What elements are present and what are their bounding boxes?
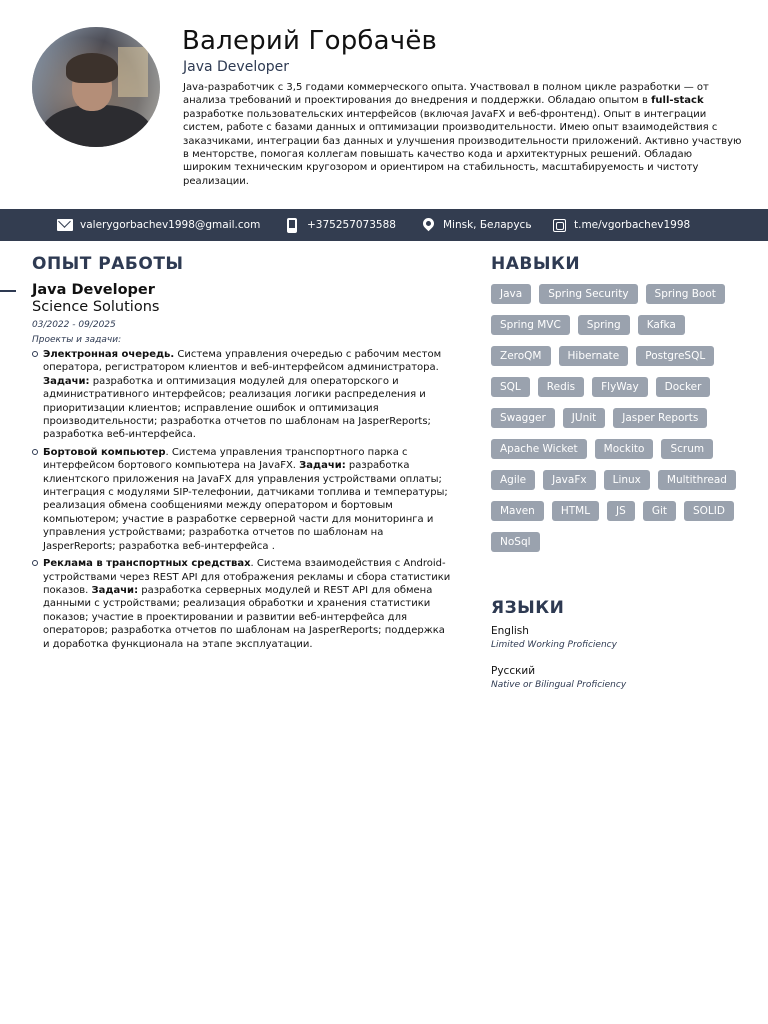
skill-tag: NoSql	[491, 532, 540, 552]
email-text[interactable]: valerygorbachev1998@gmail.com	[80, 219, 261, 231]
skills-heading: НАВЫКИ	[491, 254, 581, 274]
skill-tag: SQL	[491, 377, 530, 397]
contact-email[interactable]	[57, 209, 260, 241]
phone-icon	[287, 218, 297, 233]
projects-list	[32, 348, 452, 655]
skill-tag: Agile	[491, 470, 535, 490]
link-icon	[553, 219, 566, 232]
skill-tag: Scrum	[661, 439, 713, 459]
skill-tag: PostgreSQL	[636, 346, 714, 366]
language-level: Native or Bilingual Proficiency	[491, 680, 627, 690]
skill-tag: Redis	[538, 377, 584, 397]
skill-tag: Kafka	[638, 315, 685, 335]
bullet-icon	[32, 449, 38, 455]
skill-tag: SOLID	[684, 501, 734, 521]
telegram-text[interactable]: t.me/vgorbachev1998	[574, 219, 691, 231]
skill-tag: Mockito	[595, 439, 654, 459]
experience-heading: ОПЫТ РАБОТЫ	[32, 254, 184, 274]
language-level: Limited Working Proficiency	[491, 640, 617, 650]
skill-tag: Spring	[578, 315, 630, 335]
skill-tag: Spring Security	[539, 284, 637, 304]
job-dates: 03/2022 - 09/2025	[32, 320, 116, 330]
skill-tag: Java	[491, 284, 531, 304]
skill-tag: Git	[643, 501, 676, 521]
skill-tag: HTML	[552, 501, 599, 521]
avatar	[32, 27, 160, 147]
phone-text[interactable]: +375257073588	[307, 219, 396, 231]
skill-tag: Spring MVC	[491, 315, 570, 335]
skill-tag: FlyWay	[592, 377, 648, 397]
skill-tag: Hibernate	[559, 346, 629, 366]
job-title: Java Developer	[32, 282, 155, 298]
skill-tag: ZeroQM	[491, 346, 551, 366]
skill-tag: Jasper Reports	[613, 408, 707, 428]
list-item: Реклама в транспортных средствах. Система взаимодействия с Android-устройствами через REST API для отображения рекламы и сбора статистики показов. Задачи: разработка серверных модулей и REST API для обмена данными с устройствами; реализация обработки и хранения статистики показов; участие в проектировании и развитии веб-интерфейса для операторов; разработка отчетов по шаблонам на JasperReports; поддержка и доработка функционала на этапе эксплуатации.	[32, 557, 452, 651]
skill-tag: Docker	[656, 377, 711, 397]
projects-label: Проекты и задачи:	[32, 335, 122, 345]
list-item: Электронная очередь. Система управления очередью с рабочим местом оператора, регистратором клиентов и веб-интерфейсом администратора. Задачи: разработка и оптимизация модулей для операторского и административного интерфейсов; реализация логики распределения и приоритизации клиентов; исправление ошибок и оптимизация производительности; разработка отчетов по шаблонам на JasperReports; разработка веб-интерфейса.	[32, 348, 452, 442]
summary-text: Java-разработчик с 3,5 годами коммерческого опыта. Участвовал в полном цикле разработки — от анализа требований и проектирования до внедрения и поддержки. Обладаю опытом в full-stack разработке пользовательских интерфейсов (включая JavaFX и веб-фронтенд). Опыт в интеграции систем, работе с базами данных и оптимизации производительности. Имею опыт взаимодействия с заказчиками, интеграции баз данных и улучшения производительности приложений. Активно участвую в менторстве, помогая коллегам повышать качество кода и архитектурных решений. Обладаю широким техническим кругозором и ориентиром на стабильность, масштабируемость и чистоту реализации.	[183, 82, 742, 187]
candidate-name: Валерий Горбачёв	[182, 26, 438, 56]
contact-phone[interactable]	[287, 209, 396, 241]
language-name: Русский	[491, 665, 536, 677]
language-name: English	[491, 625, 529, 637]
location-text: Minsk, Беларусь	[443, 219, 532, 231]
skill-tag: Apache Wicket	[491, 439, 587, 459]
skill-tag: Swagger	[491, 408, 555, 428]
contact-location	[423, 209, 532, 241]
skills-tags	[491, 284, 741, 552]
skill-tag: Spring Boot	[646, 284, 725, 304]
list-item: Бортовой компьютер. Система управления транспортного парка с интерфейсом бортового компьютера на JavaFX. Задачи: разработка клиентского приложения на JavaFX для управления устройствами оплаты; интеграция с модулями SIP-телефонии, датчиками топлива и температуры; реализация обмена сообщениями между оператором и бортовым компьютером; участие в разработке серверной части для мониторинга и управления устройствами; разработка отчетов по шаблонам на JasperReports; разработка веб-интерфейса .	[32, 446, 452, 553]
timeline-dash	[0, 290, 16, 292]
skill-tag: JS	[607, 501, 635, 521]
company-name: Science Solutions	[32, 299, 160, 315]
skill-tag: JUnit	[563, 408, 605, 428]
location-pin-icon	[421, 216, 437, 232]
skill-tag: Multithread	[658, 470, 736, 490]
bullet-icon	[32, 351, 38, 357]
skill-tag: Linux	[604, 470, 650, 490]
mail-icon	[57, 219, 73, 231]
contact-bar	[0, 209, 768, 241]
skill-tag: Maven	[491, 501, 544, 521]
skill-tag: JavaFx	[543, 470, 595, 490]
candidate-role: Java Developer	[183, 59, 290, 75]
bullet-icon	[32, 560, 38, 566]
contact-telegram[interactable]	[553, 209, 690, 241]
languages-heading: ЯЗЫКИ	[491, 598, 565, 618]
